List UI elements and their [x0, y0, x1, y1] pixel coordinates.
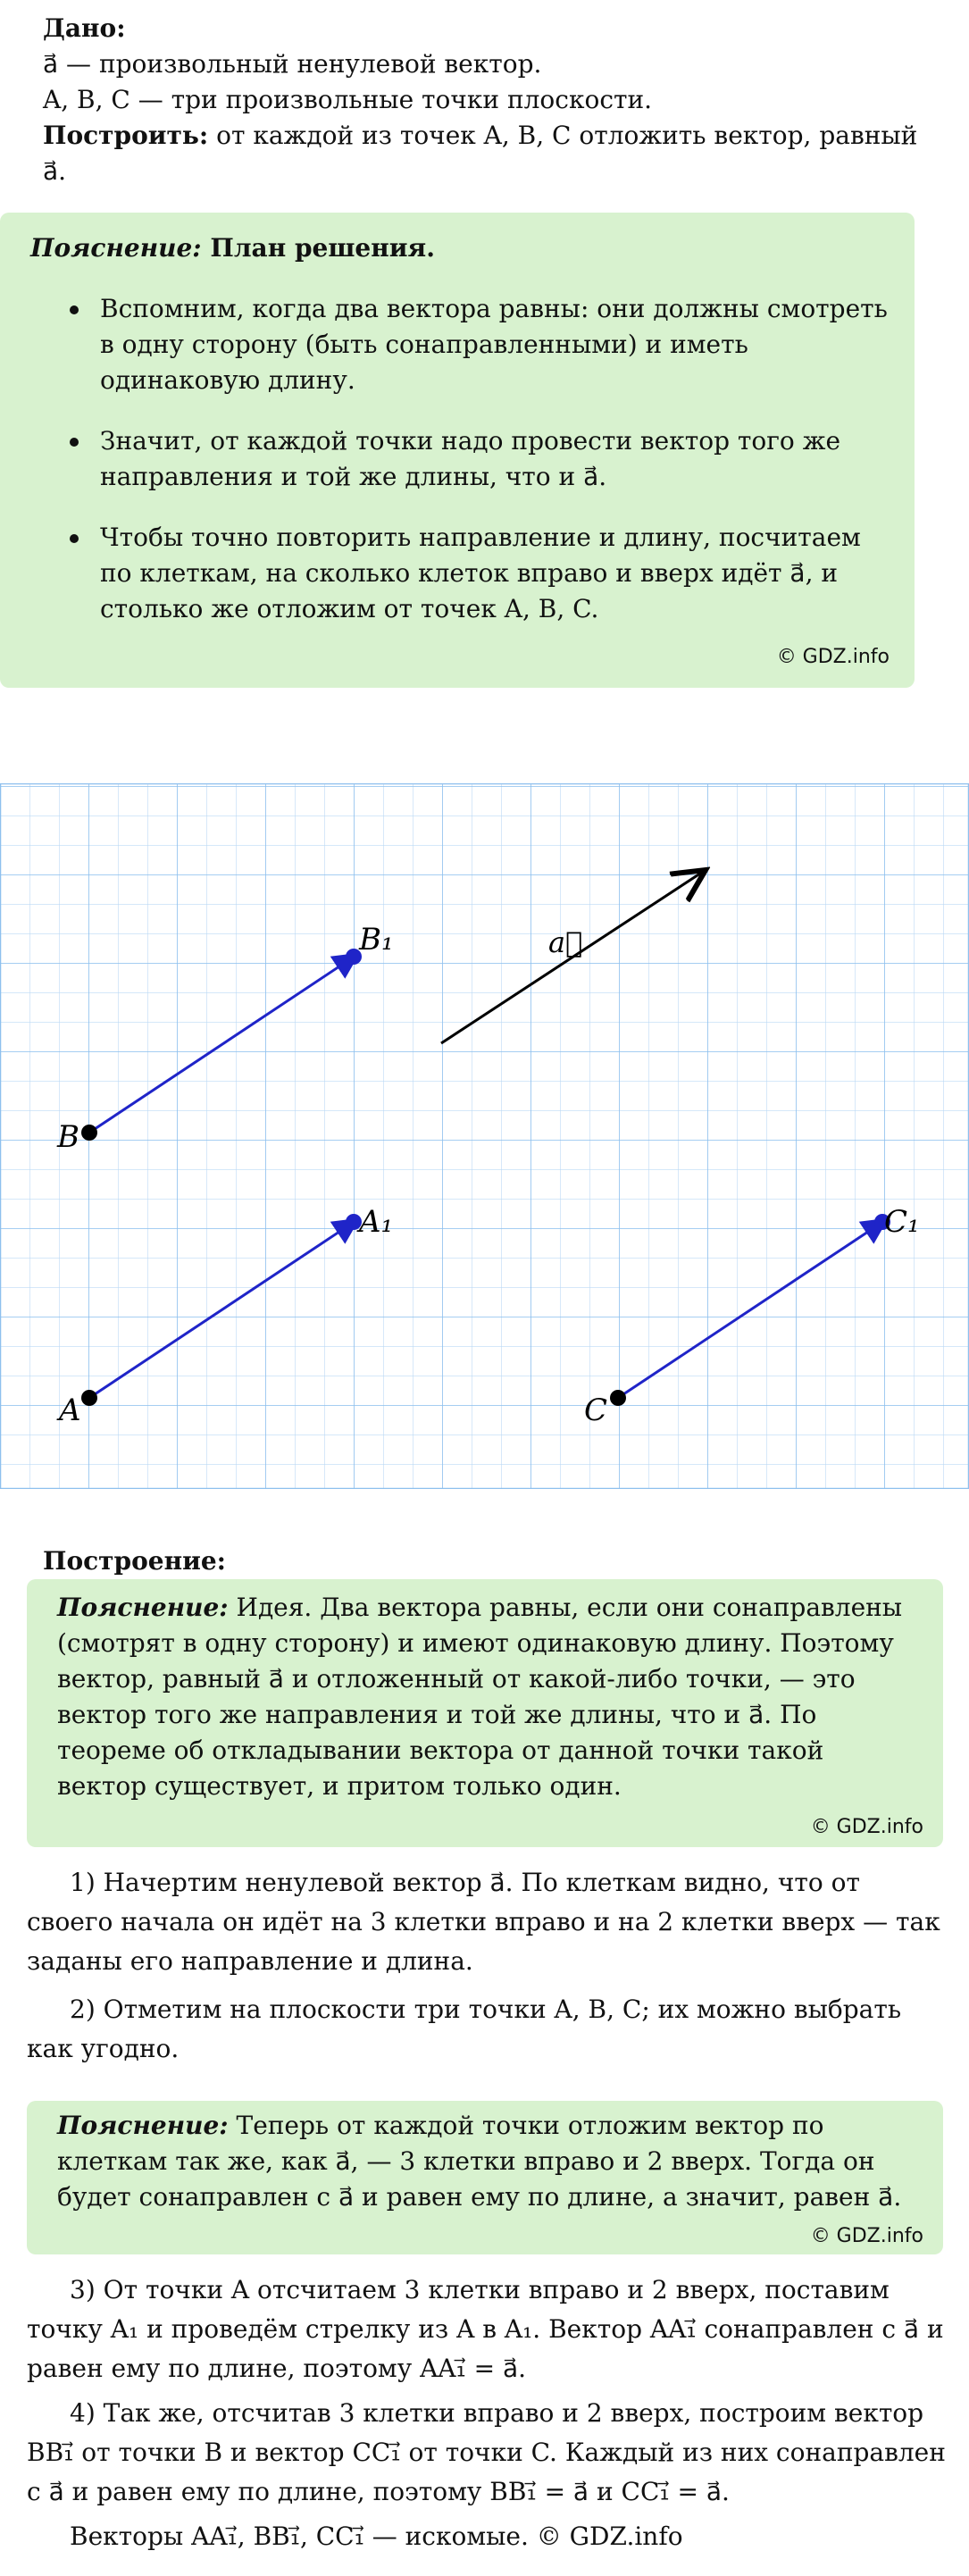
task-text: от каждой из точек A, B, C отложить вектор, равный a⃗. [43, 121, 918, 186]
plan-box [0, 213, 915, 688]
final-line: Векторы AA₁⃗, BB₁⃗, CC₁⃗ — искомые. © GDZ.info [70, 2522, 683, 2551]
point-a [81, 1390, 97, 1406]
grid-svg [0, 783, 969, 1489]
note-2-copyright: © GDZ.info [810, 2225, 923, 2247]
plan-heading: План решения. [201, 233, 435, 263]
note-1-copyright: © GDZ.info [810, 1816, 923, 1838]
plan-bullet: Вспомним, когда два вектора равны: они должны смотреть в одну сторону (быть сонаправленными) и иметь одинаковую длину. [30, 291, 888, 398]
note-1-label: Пояснение: [57, 1593, 229, 1622]
note-2-text [57, 2108, 915, 2215]
plan-bullet: Значит, от каждой точки надо провести вектор того же направления и той же длины, что и a⃗. [30, 423, 888, 495]
plan-bullet: Чтобы точно повторить направление и длину, посчитаем по клеткам, на сколько клеток вправо и вверх идёт a⃗, и столько же отложим от точек A, B, C. [30, 520, 888, 627]
label-a1: A₁ [359, 1204, 394, 1240]
label-a: A [59, 1393, 81, 1428]
plan-title [30, 230, 888, 266]
vector-figure [0, 783, 969, 1489]
step-4: 4) Так же, отсчитав 3 клетки вправо и 2 вверх, построим вектор BB₁⃗ от точки B и вектор CC₁⃗ от точки C. Каждый из них сонаправлен с a⃗ и равен ему по длине, поэтому BB₁⃗ = a⃗ и CC₁⃗ = a⃗. [27, 2398, 946, 2506]
plan-label: Пояснение: [30, 233, 202, 263]
construction-heading: Построение: [43, 1546, 226, 1576]
given-heading: Дано: [43, 13, 126, 43]
note-2-label: Пояснение: [57, 2111, 229, 2140]
task-line [43, 118, 936, 189]
note-1-text [57, 1590, 915, 1804]
given-section [43, 11, 936, 189]
given-line-1: a⃗ — произвольный ненулевой вектор. [43, 49, 542, 79]
task-label: Построить: [43, 121, 209, 150]
point-c [610, 1390, 626, 1406]
step-2: 2) Отметим на плоскости три точки A, B, C; их можно выбрать как угодно. [27, 1995, 902, 2063]
given-line-2: A, B, C — три произвольные точки плоскости. [43, 85, 653, 114]
step-1: 1) Начертим ненулевой вектор a⃗. По клеткам видно, что от своего начала он идёт на 3 клетки вправо и на 2 клетки вверх — так заданы его направление и длина. [27, 1868, 940, 1976]
steps-1-2 [27, 1863, 947, 2069]
label-b1: B₁ [359, 922, 394, 958]
step-3: 3) От точки A отсчитаем 3 клетки вправо и 2 вверх, поставим точку A₁ и проведём стрелку из A в A₁. Вектор AA₁⃗ сонаправлен с a⃗ и равен ему по длине, поэтому AA₁⃗ = a⃗. [27, 2275, 944, 2383]
label-c: C [584, 1393, 608, 1428]
note-1-body: Идея. Два вектора равны, если они сонаправлены (смотрят в одну сторону) и имеют одинаковую длину. Поэтому вектор, равный a⃗ и отложенный от какой-либо точки, — это вектор того же направления и той же длины, что и a⃗. По теореме об откладывании вектора от данной точки такой вектор существует, и притом только один. [57, 1593, 903, 1801]
note-1-box [27, 1579, 943, 1847]
grid-major [0, 783, 969, 1489]
plan-copyright: © GDZ.info [776, 646, 890, 668]
label-b: B [57, 1119, 79, 1155]
note-2-box [27, 2101, 943, 2254]
steps-3-4 [27, 2271, 947, 2556]
label-c1: C₁ [884, 1204, 920, 1240]
label-a-vector: a⃗ [548, 925, 583, 959]
point-b [81, 1125, 97, 1141]
plan-bullet-list [30, 291, 888, 627]
note-2-body: Теперь от каждой точки отложим вектор по клеткам так же, как a⃗, — 3 клетки вправо и 2 вверх. Тогда он будет сонаправлен с a⃗ и равен ему по длине, а значит, равен a⃗. [57, 2111, 902, 2212]
